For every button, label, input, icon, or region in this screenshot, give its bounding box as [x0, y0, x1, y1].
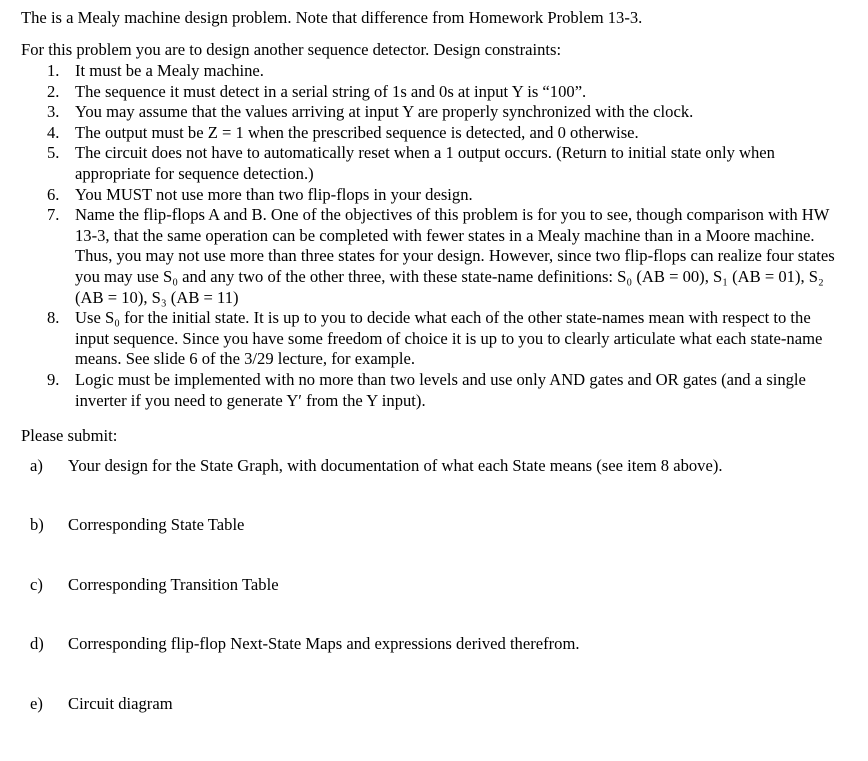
submit-item-text: Corresponding Transition Table — [68, 575, 279, 594]
submit-label: Please submit: — [21, 426, 118, 445]
constraint-number: 3. — [47, 102, 60, 122]
constraint-number: 4. — [47, 122, 60, 142]
intro-line-2: For this problem you are to design another sequence detector. Design constraints: — [21, 40, 562, 59]
constraint-item — [0, 370, 837, 411]
constraint-item — [0, 143, 837, 184]
constraint-number: 2. — [47, 81, 60, 101]
constraint-item — [0, 308, 837, 370]
constraint-item — [0, 205, 837, 308]
constraint-text: You MUST not use more than two flip-flops in your design. — [75, 184, 473, 204]
constraint-number: 8. — [47, 308, 60, 328]
constraint-text: Name the flip-flops A and B. One of the objectives of this problem is for you to see, though comparison with HW 13-3, that the same operation can be completed with fewer states in a Mealy machine than in a Moore machine. Thus, you may not use more than three states for your design. However, since two flip-flops can realize four states you may use S₀ and any two of the other three, with these state-name definitions: S₀ (AB = 00), S₁ (AB = 01), S₂ (AB = 10), S₃ (AB = 11) — [75, 205, 835, 307]
submit-item-text: Circuit diagram — [68, 694, 173, 713]
constraints-list — [0, 61, 868, 411]
submit-item-text: Corresponding State Table — [68, 515, 245, 534]
constraint-item — [0, 61, 837, 82]
constraint-text: Logic must be implemented with no more than two levels and use only AND gates and OR gates (and a single inverter if you need to generate Y′ from the Y input). — [75, 369, 806, 410]
submit-item-letter: d) — [30, 634, 44, 653]
constraint-text: It must be a Mealy machine. — [75, 61, 264, 80]
submit-item-text: Your design for the State Graph, with documentation of what each State means (see item 8 above). — [68, 456, 723, 475]
constraint-text: Use S₀ for the initial state. It is up to you to decide what each of the other state-names mean with respect to the input sequence. Since you have some freedom of choice it is up to you to clearly articulate what each state-name means. See slide 6 of the 3/29 lecture, for example. — [75, 308, 823, 369]
constraint-item — [0, 102, 837, 123]
submit-item-text: Corresponding flip-flop Next-State Maps and expressions derived therefrom. — [68, 634, 580, 653]
constraint-text: The sequence it must detect in a serial string of 1s and 0s at input Y is “100”. — [75, 81, 587, 101]
submit-item-letter: a) — [30, 456, 43, 475]
constraint-item — [0, 82, 837, 103]
constraint-item — [0, 123, 837, 144]
constraint-text: The circuit does not have to automatically reset when a 1 output occurs. (Return to initial state only when appropriate for sequence detection.) — [75, 143, 775, 183]
constraint-item — [0, 185, 837, 206]
constraint-text: You may assume that the values arriving at input Y are properly synchronized with the clock. — [75, 102, 694, 122]
submit-item-letter: b) — [30, 515, 44, 534]
submit-item-letter: c) — [30, 575, 43, 594]
intro-line-1: The is a Mealy machine design problem. Note that difference from Homework Problem 13-3. — [21, 8, 643, 27]
constraint-number: 9. — [47, 369, 60, 389]
constraint-number: 5. — [47, 143, 60, 163]
constraint-number: 7. — [47, 205, 60, 225]
constraint-number: 6. — [47, 184, 60, 204]
constraint-number: 1. — [47, 61, 60, 80]
submit-item-letter: e) — [30, 694, 43, 713]
constraint-text: The output must be Z = 1 when the prescribed sequence is detected, and 0 otherwise. — [75, 122, 639, 142]
